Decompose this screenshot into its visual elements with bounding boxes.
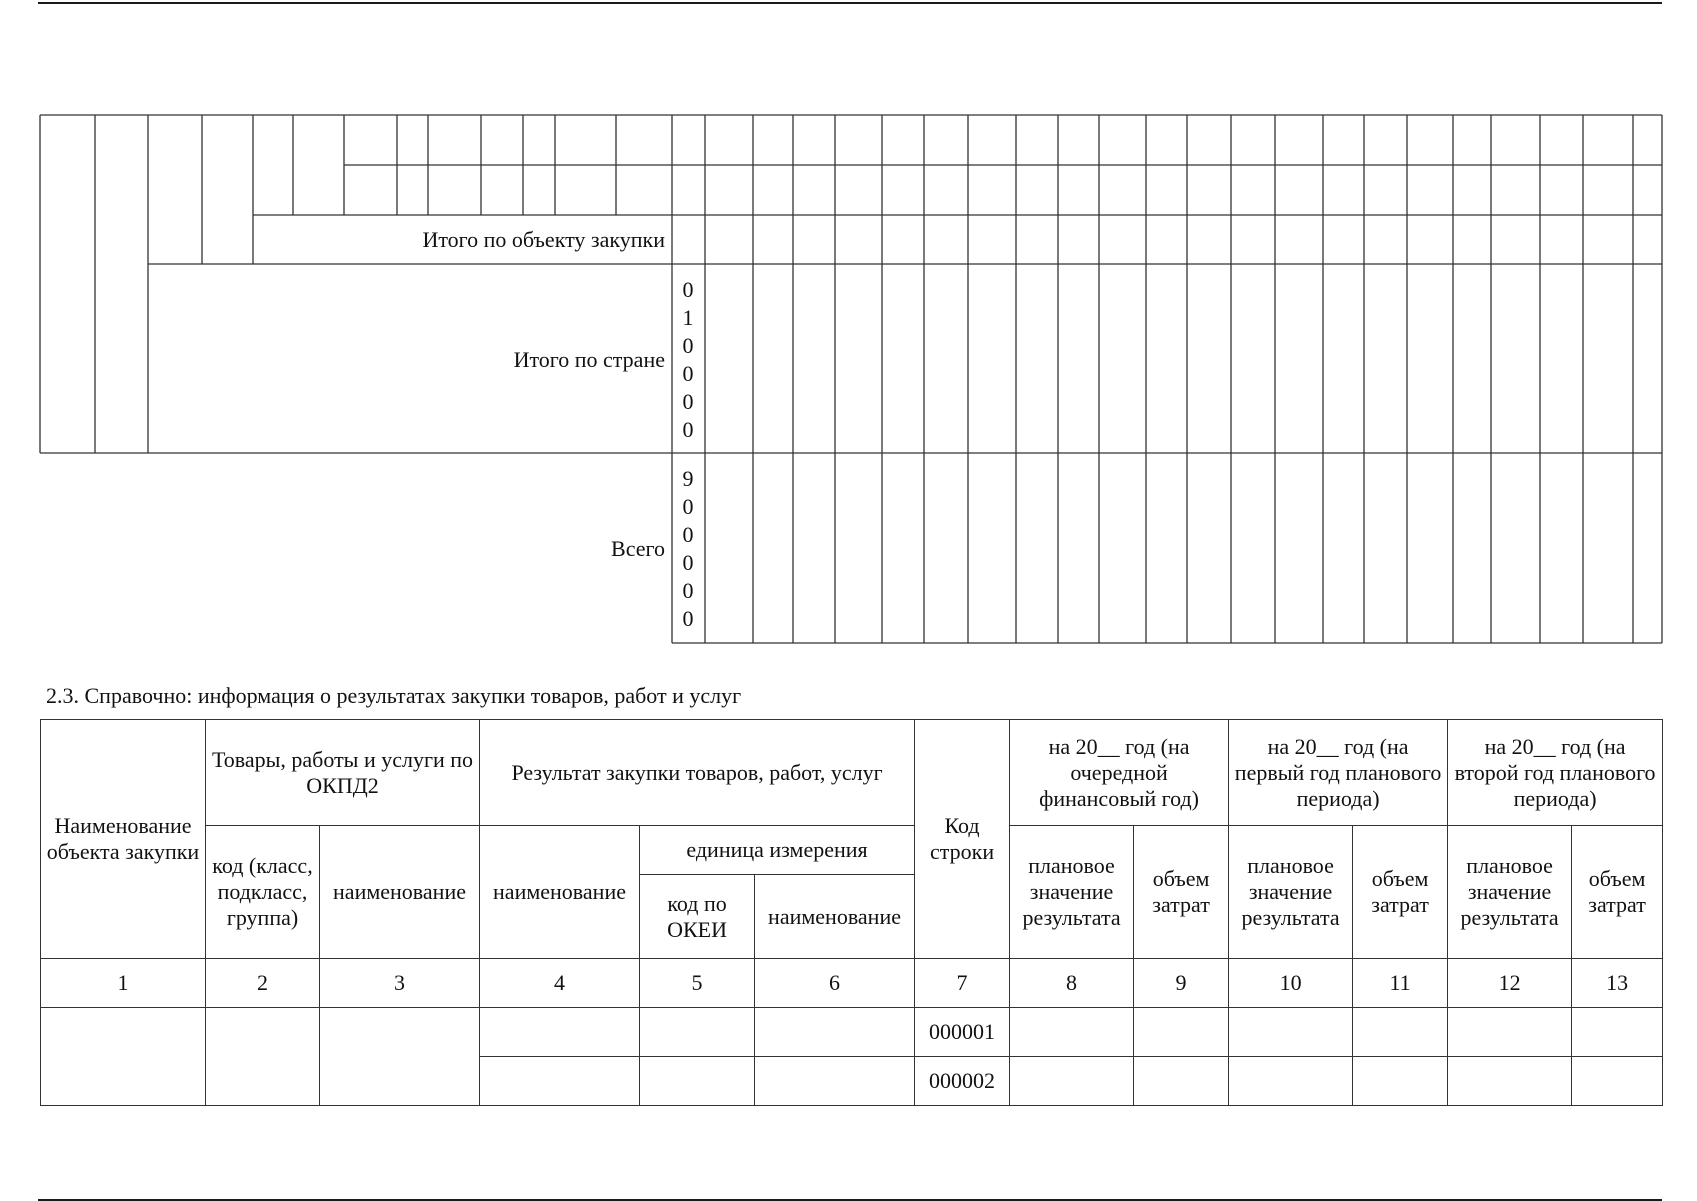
header-unit-name: наименование [755, 875, 915, 959]
cell-row-code: 000002 [915, 1057, 1010, 1106]
column-number: 11 [1353, 959, 1448, 1008]
grand-total-label: Всего [611, 536, 665, 561]
total-by-object-label: Итого по объекту закупки [422, 227, 665, 252]
cell-unit-name[interactable] [755, 1008, 915, 1057]
column-number: 3 [320, 959, 480, 1008]
header-object-name: Наименование объекта закупки [41, 720, 206, 959]
header-goods-okpd2: Товары, работы и услуги по ОКПД2 [206, 720, 480, 826]
header-cost-volume-1: объем затрат [1134, 826, 1229, 959]
code-digit: 0 [682, 494, 694, 519]
code-digit: 0 [682, 550, 694, 575]
cell-goods-name[interactable] [320, 1008, 480, 1106]
cell-object-name[interactable] [41, 1008, 206, 1106]
code-digit: 0 [682, 417, 694, 442]
column-number: 12 [1448, 959, 1572, 1008]
total-by-country-label: Итого по стране [513, 347, 665, 372]
header-unit-of-measure: единица измерения [640, 826, 915, 875]
code-digit: 0 [682, 606, 694, 631]
column-number: 5 [640, 959, 755, 1008]
column-number: 8 [1010, 959, 1134, 1008]
cell-unit-name[interactable] [755, 1057, 915, 1106]
code-digit: 1 [682, 305, 694, 330]
total-by-country-code [677, 276, 699, 444]
code-digit: 9 [682, 466, 694, 491]
results-table [40, 719, 1663, 1106]
column-number: 13 [1572, 959, 1663, 1008]
grand-total-code [677, 465, 699, 633]
column-number: 7 [915, 959, 1010, 1008]
column-number: 1 [41, 959, 206, 1008]
code-digit: 0 [682, 522, 694, 547]
table-row [41, 1008, 1663, 1057]
cell-cost-volume-1[interactable] [1134, 1008, 1229, 1057]
cell-cost-volume-2[interactable] [1353, 1057, 1448, 1106]
header-goods-name: наименование [320, 826, 480, 959]
header-year-2: на 20__ год (на первый год планового периода) [1229, 720, 1448, 826]
header-purchase-result: Результат закупки товаров, работ, услуг [480, 720, 915, 826]
column-number: 6 [755, 959, 915, 1008]
cell-goods-code[interactable] [206, 1008, 320, 1106]
cell-cost-volume-3[interactable] [1572, 1008, 1663, 1057]
code-digit: 0 [682, 361, 694, 386]
cell-cost-volume-2[interactable] [1353, 1008, 1448, 1057]
cell-cost-volume-3[interactable] [1572, 1057, 1663, 1106]
cell-plan-value-1[interactable] [1010, 1008, 1134, 1057]
column-number: 9 [1134, 959, 1229, 1008]
column-number: 2 [206, 959, 320, 1008]
cell-plan-value-3[interactable] [1448, 1057, 1572, 1106]
cell-plan-value-3[interactable] [1448, 1008, 1572, 1057]
column-number: 10 [1229, 959, 1353, 1008]
cell-plan-value-2[interactable] [1229, 1008, 1353, 1057]
section-2-3-title: 2.3. Справочно: информация о результатах закупки товаров, работ и услуг [46, 683, 742, 708]
cell-plan-value-1[interactable] [1010, 1057, 1134, 1106]
cell-result-name[interactable] [480, 1008, 640, 1057]
header-row-code: Код строки [915, 720, 1010, 959]
header-unit-code-okei: код по ОКЕИ [640, 875, 755, 959]
cell-unit-code[interactable] [640, 1057, 755, 1106]
header-result-name: наименование [480, 826, 640, 959]
column-number: 4 [480, 959, 640, 1008]
header-cost-volume-2: объем затрат [1353, 826, 1448, 959]
header-plan-value-3: плановое значение результата [1448, 826, 1572, 959]
cell-unit-code[interactable] [640, 1008, 755, 1057]
header-goods-code: код (класс, подкласс, группа) [206, 826, 320, 959]
cell-plan-value-2[interactable] [1229, 1057, 1353, 1106]
cell-row-code: 000001 [915, 1008, 1010, 1057]
cell-cost-volume-1[interactable] [1134, 1057, 1229, 1106]
code-digit: 0 [682, 389, 694, 414]
cell-result-name[interactable] [480, 1057, 640, 1106]
code-digit: 0 [682, 277, 694, 302]
header-plan-value-2: плановое значение результата [1229, 826, 1353, 959]
code-digit: 0 [682, 578, 694, 603]
code-digit: 0 [682, 333, 694, 358]
header-cost-volume-3: объем затрат [1572, 826, 1663, 959]
header-year-1: на 20__ год (на очередной финансовый год) [1010, 720, 1229, 826]
header-plan-value-1: плановое значение результата [1010, 826, 1134, 959]
header-year-3: на 20__ год (на второй год планового периода) [1448, 720, 1663, 826]
